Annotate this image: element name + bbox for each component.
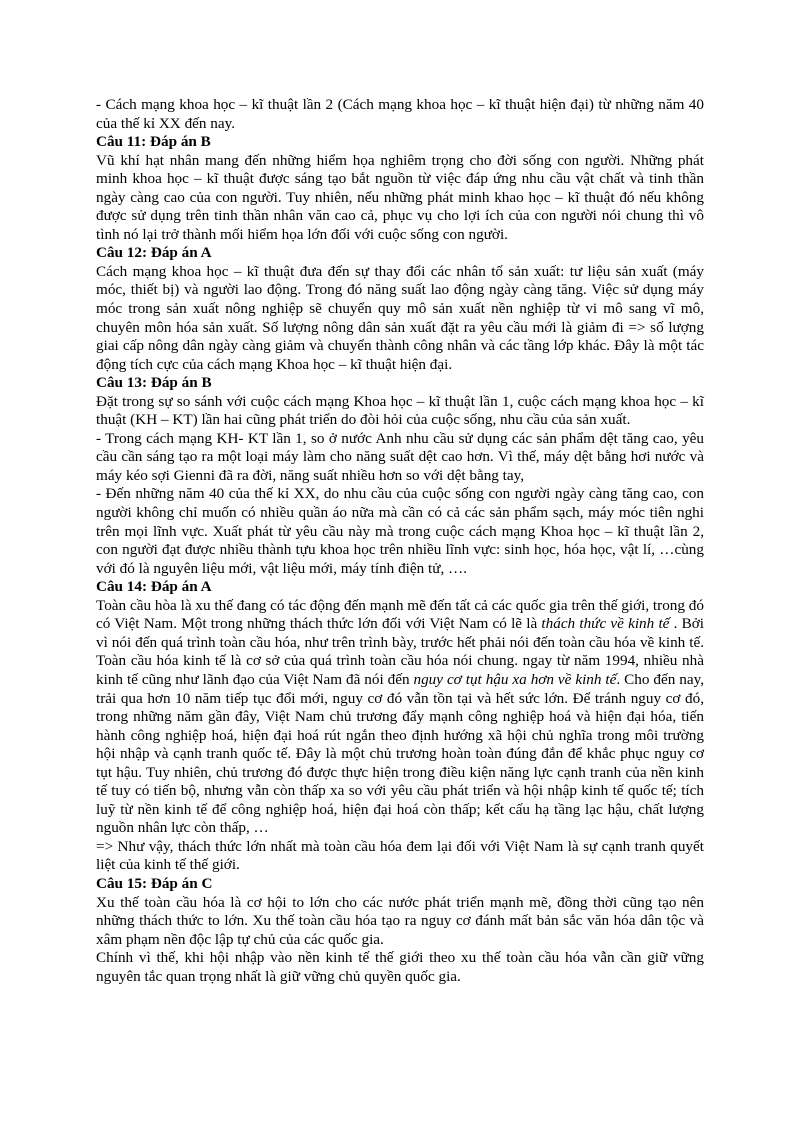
q14-emphasis-economic-challenge: thách thức về kinh tế: [541, 615, 670, 633]
question-12-answer: Cách mạng khoa học – kĩ thuật đưa đến sự thay đổi các nhân tố sản xuất: tư liệu sản xuất (máy móc, thiết bị) và người lao động. Trong đó năng suất lao động ngày càng tăng. Việc sử dụng máy móc trong sản xuất nông nghiệp sẽ chuyển quy mô sản xuất nền nghiệp từ vi mô sang vĩ mô, chuyên môn hóa sản xuất. Số lượng nông dân sản xuất đặt ra yêu cầu mới là giảm đi => số lượng giai cấp nông dân ngày càng giảm và chuyển thành công nhân và các tầng lớp khác. Đây là một tác động tích cực của cách mạng Khoa học – kĩ thuật hiện đại.: [96, 262, 704, 373]
intro-paragraph: - Cách mạng khoa học – kĩ thuật lần 2 (Cách mạng khoa học – kĩ thuật hiện đại) từ những năm 40 của thế kỉ XX đến nay.: [96, 96, 704, 132]
question-13-answer-point-2: - Đến những năm 40 của thế kỉ XX, do nhu cầu của cuộc sống con người ngày càng tăng cao, con người không chỉ muốn có nhiều quần áo nữa mà cần có cả các sản phẩm sạch, máy móc tiên nghi trên mọi lĩnh vực. Xuất phát từ yêu cầu này mà trong cuộc cách mạng Khoa học – kĩ thuật lần 2, con người đạt được nhiều thành tựu khoa học trên nhiều lĩnh vực: sinh học, hóa học, vật lí, …cùng với đó là nguyên liệu mới, vật liệu mới, máy tính điện tử, ….: [96, 485, 704, 577]
q14-text-part-c: . Cho đến nay, trải qua hơn 10 năm tiếp tục đổi mới, nguy cơ đó vẫn tồn tại và hết sức lớn. Để tránh nguy cơ đó, trong những năm gần đây, Việt Nam chủ trương đẩy mạnh công nghiệp hoá và hiện đại hóa, tiến hành công nghiệp hoá, hiện đại hoá rút ngắn theo định hướng xã hội chủ nghĩa trong môi trường hội nhập và cạnh tranh quốc tế. Đây là một chủ trương hoàn toàn đúng đắn để khắc phục nguy cơ tụt hậu. Tuy nhiên, chủ trương đó được thực hiện trong điều kiện năng lực cạnh tranh của nền kinh tế tuy có tiến bộ, nhưng vẫn còn thấp xa so với yêu cầu phát triển và hội nhập kinh tế quốc tế; tích luỹ từ nền kinh tế để công nghiệp hoá, hiện đại hoá còn thấp; kết cấu hạ tầng lạc hậu, chất lượng nguồn nhân lực còn thấp, …: [96, 670, 705, 837]
question-15-answer: Xu thế toàn cầu hóa là cơ hội to lớn cho các nước phát triển mạnh mẽ, đồng thời cũng tạo nên những thách thức to lớn. Xu thế toàn cầu hóa tạo ra nguy cơ đánh mất bản sắc văn hóa dân tộc và xâm phạm nền độc lập tự chủ của các quốc gia.: [96, 893, 704, 948]
question-11-heading: Câu 11: Đáp án B: [96, 133, 211, 151]
question-13-heading: Câu 13: Đáp án B: [96, 374, 212, 392]
question-13-answer-point-1: - Trong cách mạng KH- KT lần 1, so ở nước Anh nhu cầu sử dụng các sản phẩm dệt tăng cao, yêu cầu cần sáng tạo ra một loại máy làm cho năng suất dệt cao hơn. Vì thế, máy dệt bằng hơi nước và máy kéo sợi Gienni đã ra đời, năng suất nhiều hơn so với dệt bằng tay,: [96, 429, 704, 484]
question-14-conclusion: => Như vậy, thách thức lớn nhất mà toàn cầu hóa đem lại đối với Việt Nam là sự cạnh tranh quyết liệt của kinh tế thế giới.: [96, 837, 704, 874]
question-11-answer: Vũ khí hạt nhân mang đến những hiểm họa nghiêm trọng cho đời sống con người. Những phát minh khoa học – kĩ thuật được sáng tạo bắt nguồn từ việc đáp ứng nhu cầu vật chất và tinh thần ngày càng cao của con người. Tuy nhiên, nếu những phát minh khao học – kĩ thuật đó nếu không được sử dụng trên tinh thần nhân văn cao cả, phục vụ cho lợi ích của con người nói chung thì vô tình nó lại trở thành mối hiểm họa lớn đối với cuộc sống con người.: [96, 151, 704, 243]
question-15-conclusion: Chính vì thế, khi hội nhập vào nền kinh tế thế giới theo xu thế toàn cầu hóa vẫn cần giữ vững nguyên tắc quan trọng nhất là giữ vững chủ quyền quốc gia.: [96, 949, 704, 985]
q14-text-part-b: . Bởi vì nói đến quá trình toàn cầu hóa, như trên trình bày, trước hết phải nói đến toàn cầu hóa về kinh tế. Toàn cầu hóa kinh tế là cơ sở của quá trình toàn cầu hóa nói chung. ngay từ năm 1994, nhiều nhà kinh tế cũng như lãnh đạo của Việt Nam đã nói đến: [96, 615, 704, 688]
question-13-answer-intro: Đặt trong sự so sánh với cuộc cách mạng Khoa học – kĩ thuật lần 1, cuộc cách mạng khoa học – kĩ thuật (KH – KT) lần hai cũng phát triển do đòi hỏi của cuộc sống, nhu cầu của sản xuất.: [96, 392, 704, 429]
question-14-heading: Câu 14: Đáp án A: [96, 578, 212, 596]
q14-emphasis-falling-behind: nguy cơ tụt hậu xa hơn về kinh tế: [413, 670, 617, 688]
document-page: [96, 96, 704, 986]
question-14-answer: [96, 597, 704, 838]
question-12-heading: Câu 12: Đáp án A: [96, 244, 212, 262]
question-15-heading: Câu 15: Đáp án C: [96, 874, 213, 892]
q14-text-part-a: Toàn cầu hòa là xu thế đang có tác động đến mạnh mẽ đến tất cả các quốc gia trên thế giới, trong đó có Việt Nam. Một trong những thách thức lớn đối với Việt Nam có lẽ là: [96, 596, 704, 633]
